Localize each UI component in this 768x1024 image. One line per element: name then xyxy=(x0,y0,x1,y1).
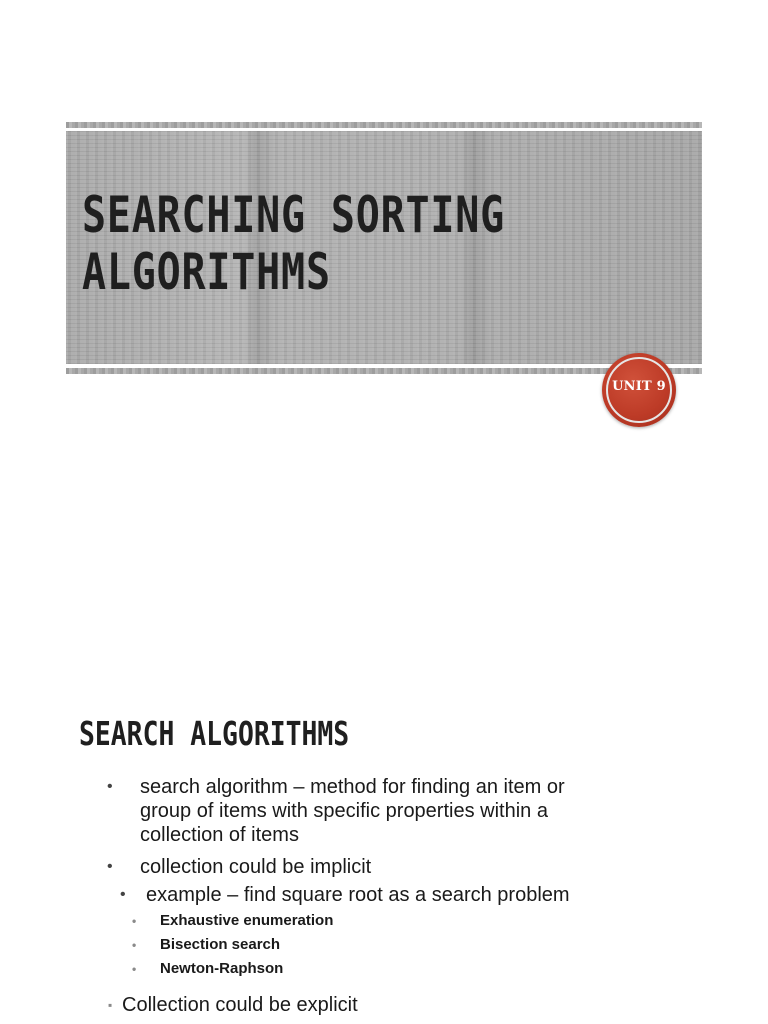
bullet-text: Collection could be explicit xyxy=(122,994,358,1016)
sub-sub-bullet-item xyxy=(132,959,560,979)
unit-badge xyxy=(602,353,676,427)
bullet-dot-icon: • xyxy=(107,778,113,795)
bullet-item xyxy=(107,855,610,879)
section-heading: SEARCH ALGORITHMS xyxy=(79,714,350,753)
bullet-dot-icon: • xyxy=(107,858,113,875)
bullet-dot-icon: • xyxy=(120,886,126,903)
bullet-dot-icon: • xyxy=(132,914,137,928)
bullet-text: collection could be implicit xyxy=(140,856,372,878)
title-banner xyxy=(66,131,702,364)
sub-bullet-item xyxy=(120,883,666,907)
bullet-text: Bisection search xyxy=(160,936,281,953)
unit-badge-label: UNIT 9 xyxy=(612,379,666,394)
sub-sub-bullet-item xyxy=(132,935,560,955)
bullet-item xyxy=(107,775,610,847)
bullet-item xyxy=(108,993,622,1017)
bullet-dot-icon: • xyxy=(132,938,137,952)
sub-sub-bullet-item xyxy=(132,911,560,931)
slide-title: SEARCHING SORTING ALGORITHMS xyxy=(82,186,505,301)
content-slide xyxy=(0,512,768,1024)
bullet-dot-icon: • xyxy=(132,962,137,976)
bullet-text: Newton-Raphson xyxy=(160,960,284,977)
bullet-text: Exhaustive enumeration xyxy=(160,912,334,929)
bullet-text: search algorithm – method for finding an item or group of items with specific properties within a collection of items xyxy=(140,776,565,846)
banner-top-rule xyxy=(66,122,702,128)
bullet-text: example – find square root as a search problem xyxy=(146,884,570,906)
square-bullet-icon: ▪ xyxy=(108,998,113,1012)
